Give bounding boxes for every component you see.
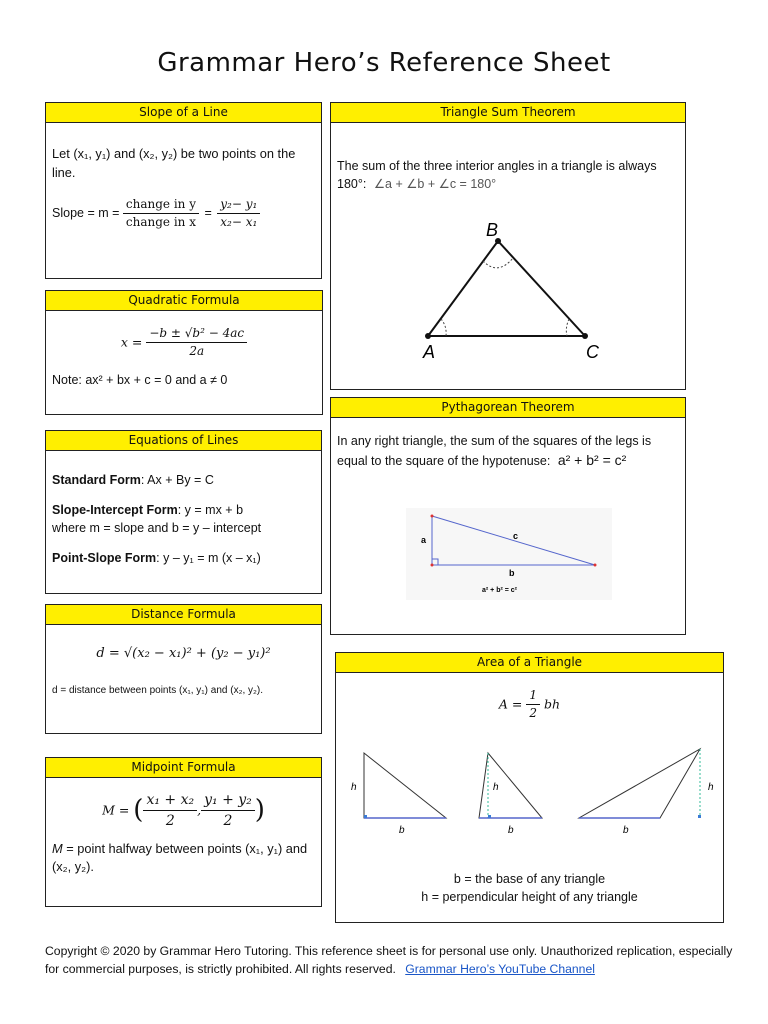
slope-intercept-label: Slope-Intercept Form [52,503,178,518]
area-half-den: 2 [529,706,538,721]
midpoint-lhs: M = [102,802,130,818]
distance-formula: d = √(x₂ − x₁)² + (y₂ − y₁)² [96,646,271,661]
area-height-note: h = perpendicular height of any triangle [421,890,638,905]
standard-form [52,471,315,489]
triangle-sum-formula: ∠a + ∠b + ∠c = 180° [373,177,497,192]
area-h-label-3: h [708,782,714,793]
slope-intercept-eq: : y = mx + b [177,503,244,518]
page-title: Grammar Hero’s Reference Sheet [157,48,611,78]
midpoint-note [52,840,315,877]
area-header: Area of a Triangle [336,653,723,673]
triangle-sum-text [337,157,679,193]
pythagorean-diagram [406,508,612,600]
pythagorean-label-a: a [421,535,427,545]
pythagorean-caption: a² + b² = c² [482,587,518,594]
area-b-label-1: b [399,825,405,836]
standard-form-eq: : Ax + By = C [140,473,214,487]
slope-intercept-where: where m = slope and b = y – intercept [52,521,262,536]
slope-num-text: change in y [123,196,199,214]
slope-header: Slope of a Line [46,103,321,123]
triangle-sum-box [330,102,686,390]
quadratic-numerator: −b ± √b² − 4ac [146,325,247,343]
pythagorean-label-b: b [509,568,515,578]
quadratic-denominator: 2a [189,344,205,359]
pythagorean-header: Pythagorean Theorem [331,398,685,418]
area-box [335,652,724,923]
youtube-channel-link[interactable]: Grammar Hero’s YouTube Channel [405,961,595,976]
slope-lhs: Slope = m = [52,206,120,221]
pythagorean-statement: In any right triangle, the sum of the squares of the legs is equal to the square of the hypotenuse: [337,434,652,469]
slope-intercept-form [52,501,315,519]
midpoint-den1: 2 [165,813,175,830]
slope-den-sym: x₂− x₁ [220,215,258,230]
area-h-label-1: h [351,782,357,793]
area-base-note: b = the base of any triangle [453,872,606,886]
midpoint-formula: M = ( $\frac{\text{x₁ + x₂}}{2}$ , $\frac{\text{y₁ + y₂}}{2}$ ) [52,790,315,832]
slope-box [45,102,322,279]
area-formula-rhs: bh [544,696,561,712]
area-formula-lhs: A = [498,696,523,712]
area-diagrams [346,745,718,845]
pythagorean-formula: a² + b² = c² [557,452,627,469]
triangle-vertex-b: B [486,220,499,240]
midpoint-num2: y₁ + y₂ [201,790,255,811]
area-formula [342,687,717,723]
quadratic-lhs: x = [120,334,143,350]
footer [45,943,735,978]
midpoint-box [45,757,322,907]
standard-form-label: Standard Form [52,473,141,487]
slope-equals: = [204,206,212,221]
area-b-label-2: b [508,825,514,836]
slope-intro: Let (x₁, y₁) and (x₂, y₂) be two points on the line. [52,146,296,180]
pythagorean-text [337,432,679,470]
area-b-label-3: b [623,825,629,836]
equations-box [45,430,322,594]
distance-box [45,604,322,734]
midpoint-note-m: M [52,840,63,856]
copyright-text: Copyright © 2020 by Grammar Hero Tutoring. This reference sheet is for personal use only. Unauthorized replication, especially for commercial purposes, is strictly prohibited. All rights reserved. [45,944,733,976]
slope-num-sym: y₂− y₁ [217,196,260,214]
triangle-sum-statement: The sum of the three interior angles in a triangle is always 180°: [337,159,657,192]
midpoint-den2: 2 [223,813,233,830]
quadratic-formula [52,325,316,361]
triangle-sum-diagram [411,218,611,358]
slope-den-text: change in x [125,215,196,230]
pythagorean-label-c: c [513,531,519,541]
quadratic-header: Quadratic Formula [46,291,322,311]
distance-header: Distance Formula [46,605,321,625]
slope-formula [52,196,315,232]
area-h-label-2: h [493,782,499,793]
distance-note: d = distance between points (x₁, y₁) and (x₂, y₂). [52,684,263,696]
midpoint-num1: x₁ + x₂ [143,790,197,811]
point-slope-label: Point-Slope Form [52,551,157,566]
midpoint-header: Midpoint Formula [46,758,321,778]
area-half-num: 1 [526,687,540,705]
triangle-sum-header: Triangle Sum Theorem [331,103,685,123]
pythagorean-box [330,397,686,635]
equations-header: Equations of Lines [46,431,321,451]
point-slope-eq: : y – y₁ = m (x – x₁) [156,551,261,566]
quadratic-box [45,290,323,415]
triangle-vertex-a: A [423,342,436,358]
quadratic-note: Note: ax² + bx + c = 0 and a ≠ 0 [52,372,228,387]
point-slope-form [52,549,315,567]
triangle-vertex-c: C [586,342,599,358]
midpoint-note-text: = point halfway between points (x₁, y₁) and (x₂, y₂). [52,840,308,875]
